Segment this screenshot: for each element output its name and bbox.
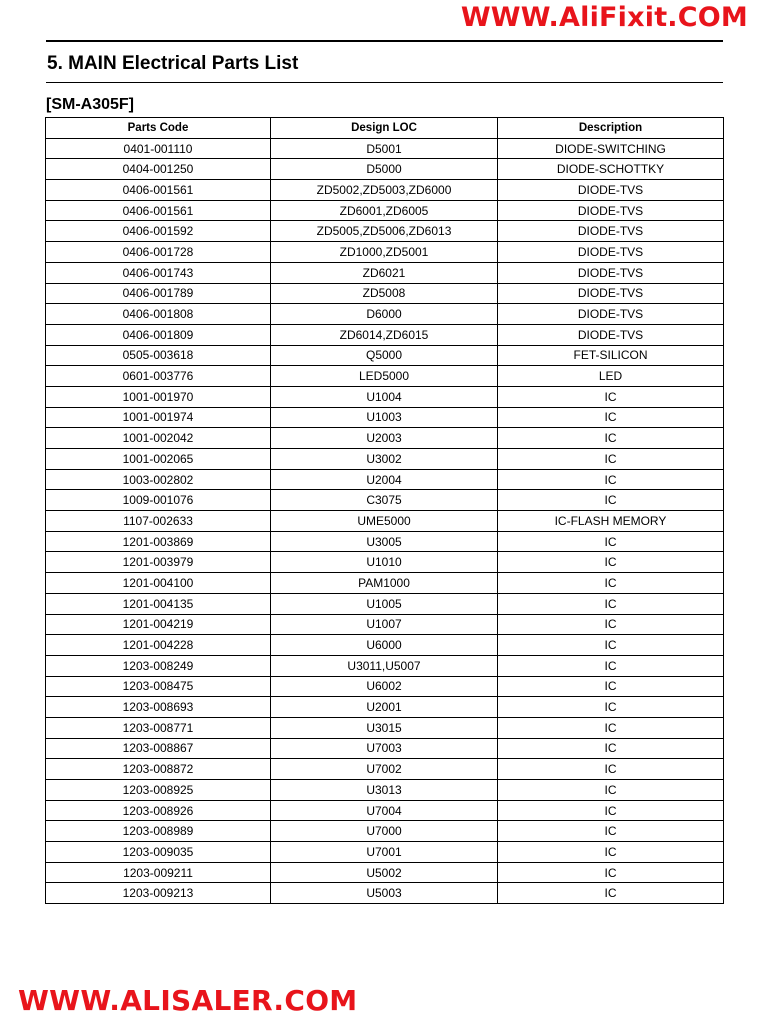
cell-parts-code: 0406-001789 [46, 283, 271, 304]
cell-parts-code: 1203-008867 [46, 738, 271, 759]
cell-parts-code: 1203-009213 [46, 883, 271, 904]
cell-design-loc: ZD6001,ZD6005 [271, 200, 498, 221]
cell-design-loc: D5000 [271, 159, 498, 180]
table-row [46, 800, 724, 821]
table-row [46, 573, 724, 594]
cell-design-loc: U7000 [271, 821, 498, 842]
table-row [46, 635, 724, 656]
cell-parts-code: 1203-008989 [46, 821, 271, 842]
cell-description: DIODE-TVS [498, 283, 724, 304]
cell-description: IC [498, 428, 724, 449]
cell-design-loc: U6002 [271, 676, 498, 697]
cell-parts-code: 0406-001743 [46, 262, 271, 283]
cell-description: DIODE-TVS [498, 200, 724, 221]
cell-description: IC [498, 531, 724, 552]
cell-parts-code: 1201-003979 [46, 552, 271, 573]
cell-design-loc: UME5000 [271, 511, 498, 532]
cell-description: IC [498, 449, 724, 470]
table-row [46, 614, 724, 635]
cell-description: DIODE-TVS [498, 304, 724, 325]
cell-parts-code: 1201-004100 [46, 573, 271, 594]
cell-description: IC [498, 386, 724, 407]
table-row [46, 304, 724, 325]
cell-description: IC [498, 573, 724, 594]
cell-design-loc: U2003 [271, 428, 498, 449]
header-description: Description [498, 118, 724, 139]
cell-design-loc: U2004 [271, 469, 498, 490]
cell-description: IC [498, 780, 724, 801]
table-row [46, 738, 724, 759]
cell-design-loc: U6000 [271, 635, 498, 656]
cell-parts-code: 1001-002042 [46, 428, 271, 449]
cell-design-loc: Q5000 [271, 345, 498, 366]
watermark-top: WWW.AliFixit.COM [460, 2, 748, 33]
table-row [46, 759, 724, 780]
cell-parts-code: 1203-008693 [46, 697, 271, 718]
cell-parts-code: 1201-004219 [46, 614, 271, 635]
table-row [46, 490, 724, 511]
cell-description: DIODE-TVS [498, 324, 724, 345]
cell-design-loc: U1005 [271, 593, 498, 614]
cell-description: IC [498, 593, 724, 614]
cell-description: IC [498, 655, 724, 676]
cell-description: IC [498, 759, 724, 780]
cell-parts-code: 1203-009035 [46, 842, 271, 863]
cell-description: IC [498, 821, 724, 842]
cell-description: IC [498, 490, 724, 511]
cell-description: IC [498, 862, 724, 883]
table-row [46, 242, 724, 263]
cell-design-loc: ZD6014,ZD6015 [271, 324, 498, 345]
watermark-bottom: WWW.ALISALER.COM [18, 984, 358, 1017]
table-row [46, 449, 724, 470]
cell-design-loc: U3011,U5007 [271, 655, 498, 676]
cell-parts-code: 0406-001808 [46, 304, 271, 325]
cell-description: IC [498, 800, 724, 821]
cell-description: IC [498, 614, 724, 635]
cell-design-loc: U3002 [271, 449, 498, 470]
table-row [46, 345, 724, 366]
table-row [46, 780, 724, 801]
cell-parts-code: 1001-002065 [46, 449, 271, 470]
table-row [46, 221, 724, 242]
cell-design-loc: U1003 [271, 407, 498, 428]
cell-design-loc: LED5000 [271, 366, 498, 387]
cell-parts-code: 0404-001250 [46, 159, 271, 180]
table-body [46, 138, 724, 903]
cell-design-loc: U1004 [271, 386, 498, 407]
table-row [46, 697, 724, 718]
cell-description: DIODE-TVS [498, 242, 724, 263]
title-rule [46, 82, 723, 83]
cell-description: LED [498, 366, 724, 387]
page-title: 5. MAIN Electrical Parts List [47, 53, 299, 74]
header-design-loc: Design LOC [271, 118, 498, 139]
cell-design-loc: D5001 [271, 138, 498, 159]
cell-design-loc: ZD5008 [271, 283, 498, 304]
table-row [46, 862, 724, 883]
cell-design-loc: ZD5002,ZD5003,ZD6000 [271, 180, 498, 201]
cell-parts-code: 1009-001076 [46, 490, 271, 511]
cell-parts-code: 0406-001592 [46, 221, 271, 242]
cell-parts-code: 0406-001561 [46, 200, 271, 221]
table-row [46, 552, 724, 573]
cell-parts-code: 1203-008925 [46, 780, 271, 801]
cell-design-loc: U3013 [271, 780, 498, 801]
cell-description: DIODE-TVS [498, 262, 724, 283]
cell-parts-code: 1107-002633 [46, 511, 271, 532]
table-row [46, 407, 724, 428]
cell-description: DIODE-SCHOTTKY [498, 159, 724, 180]
cell-parts-code: 1201-003869 [46, 531, 271, 552]
table-row [46, 138, 724, 159]
cell-description: IC [498, 635, 724, 656]
table-row [46, 159, 724, 180]
cell-description: IC [498, 407, 724, 428]
cell-parts-code: 0601-003776 [46, 366, 271, 387]
cell-description: IC [498, 469, 724, 490]
cell-design-loc: U1007 [271, 614, 498, 635]
cell-design-loc: U3005 [271, 531, 498, 552]
table-row [46, 366, 724, 387]
cell-parts-code: 1203-008771 [46, 717, 271, 738]
cell-parts-code: 1001-001974 [46, 407, 271, 428]
cell-parts-code: 0406-001561 [46, 180, 271, 201]
cell-design-loc: D6000 [271, 304, 498, 325]
cell-description: IC [498, 883, 724, 904]
model-label: [SM-A305F] [46, 96, 135, 113]
cell-description: IC [498, 717, 724, 738]
cell-design-loc: C3075 [271, 490, 498, 511]
cell-design-loc: U7002 [271, 759, 498, 780]
cell-description: DIODE-TVS [498, 180, 724, 201]
cell-design-loc: ZD5005,ZD5006,ZD6013 [271, 221, 498, 242]
cell-design-loc: U5003 [271, 883, 498, 904]
cell-description: IC [498, 738, 724, 759]
cell-design-loc: U7003 [271, 738, 498, 759]
cell-parts-code: 1001-001970 [46, 386, 271, 407]
cell-parts-code: 1003-002802 [46, 469, 271, 490]
table-row [46, 180, 724, 201]
cell-parts-code: 0401-001110 [46, 138, 271, 159]
cell-design-loc: ZD1000,ZD5001 [271, 242, 498, 263]
parts-table [45, 117, 724, 904]
cell-design-loc: U7004 [271, 800, 498, 821]
header-rule [46, 40, 723, 42]
cell-parts-code: 1203-008475 [46, 676, 271, 697]
cell-description: DIODE-TVS [498, 221, 724, 242]
cell-parts-code: 1203-009211 [46, 862, 271, 883]
cell-parts-code: 0505-003618 [46, 345, 271, 366]
table-row [46, 386, 724, 407]
table-row [46, 676, 724, 697]
table-row [46, 428, 724, 449]
cell-parts-code: 1201-004228 [46, 635, 271, 656]
table-row [46, 717, 724, 738]
cell-description: IC [498, 676, 724, 697]
table-row [46, 262, 724, 283]
table-row [46, 283, 724, 304]
table-row [46, 655, 724, 676]
cell-description: IC [498, 697, 724, 718]
table-row [46, 842, 724, 863]
cell-design-loc: U1010 [271, 552, 498, 573]
table-row [46, 821, 724, 842]
table-row [46, 511, 724, 532]
table-row [46, 593, 724, 614]
table-row [46, 324, 724, 345]
cell-description: IC [498, 552, 724, 573]
cell-parts-code: 1203-008249 [46, 655, 271, 676]
table-row [46, 531, 724, 552]
cell-description: IC-FLASH MEMORY [498, 511, 724, 532]
cell-parts-code: 1203-008872 [46, 759, 271, 780]
table-row [46, 883, 724, 904]
table-row [46, 200, 724, 221]
cell-design-loc: U2001 [271, 697, 498, 718]
table-row [46, 469, 724, 490]
header-parts-code: Parts Code [46, 118, 271, 139]
cell-description: DIODE-SWITCHING [498, 138, 724, 159]
cell-parts-code: 1203-008926 [46, 800, 271, 821]
cell-design-loc: U3015 [271, 717, 498, 738]
table-header-row [46, 118, 724, 139]
cell-design-loc: U7001 [271, 842, 498, 863]
cell-description: IC [498, 842, 724, 863]
cell-design-loc: ZD6021 [271, 262, 498, 283]
cell-parts-code: 1201-004135 [46, 593, 271, 614]
cell-parts-code: 0406-001809 [46, 324, 271, 345]
cell-parts-code: 0406-001728 [46, 242, 271, 263]
cell-design-loc: PAM1000 [271, 573, 498, 594]
cell-design-loc: U5002 [271, 862, 498, 883]
cell-description: FET-SILICON [498, 345, 724, 366]
